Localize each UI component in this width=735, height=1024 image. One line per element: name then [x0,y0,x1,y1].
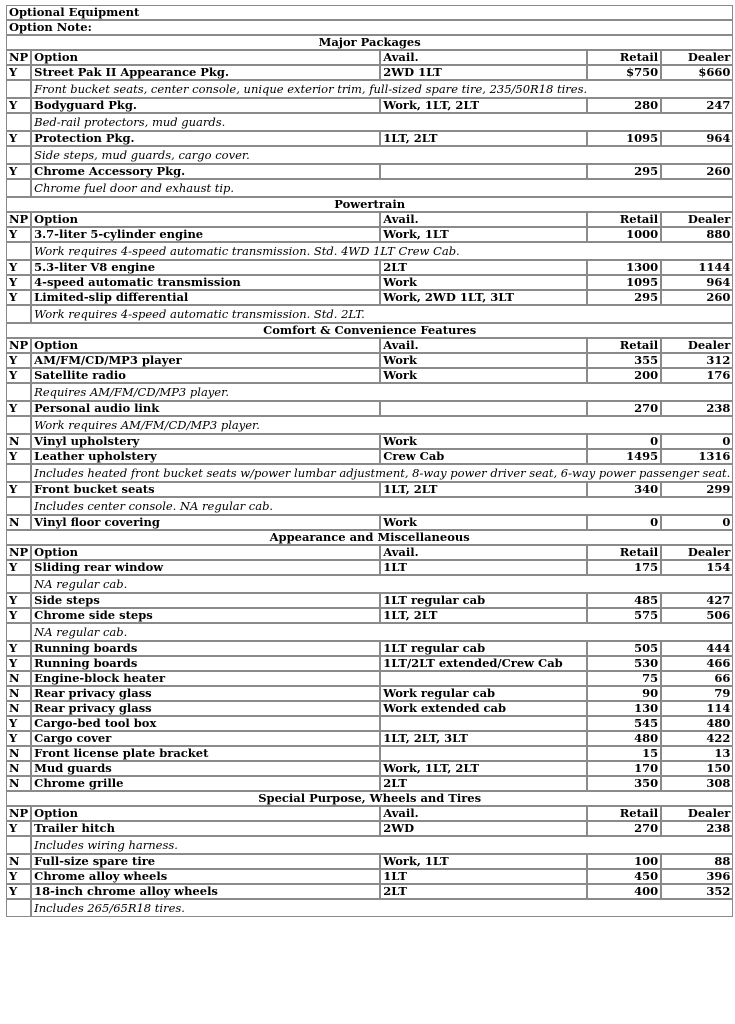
note-row [6,899,733,917]
avail-cell: 1LT regular cab [380,593,587,608]
column-header-row [6,212,733,227]
option-cell: Rear privacy glass [31,701,380,716]
header-np: NP [6,50,31,65]
note-spacer [6,575,31,593]
note-spacer [6,464,31,482]
note-row [6,305,733,323]
np-cell: N [6,854,31,869]
dealer-cell: 66 [661,671,733,686]
note-spacer [6,383,31,401]
note-spacer [6,416,31,434]
note-row [6,113,733,131]
section-title: Appearance and Miscellaneous [6,530,733,545]
note-spacer [6,899,31,917]
avail-cell: Work [380,434,587,449]
option-cell: 18-inch chrome alloy wheels [31,884,380,899]
retail-cell: 575 [587,608,661,623]
option-note-label: Option Note: [6,20,733,35]
header-retail: Retail [587,50,661,65]
column-header-row [6,545,733,560]
dealer-cell: 176 [661,368,733,383]
note-spacer [6,305,31,323]
note-row [6,146,733,164]
option-cell: Protection Pkg. [31,131,380,146]
table-row [6,746,733,761]
option-note: Work requires 4-speed automatic transmission. Std. 2LT. [31,305,733,323]
avail-cell: 1LT/2LT extended/Crew Cab [380,656,587,671]
dealer-cell: $660 [661,65,733,80]
table-row [6,515,733,530]
np-cell: Y [6,716,31,731]
table-row [6,761,733,776]
retail-cell: 170 [587,761,661,776]
dealer-cell: 422 [661,731,733,746]
avail-cell: Crew Cab [380,449,587,464]
option-note: Chrome fuel door and exhaust tip. [31,179,733,197]
header-option: Option [31,338,380,353]
header-option: Option [31,212,380,227]
option-cell: Trailer hitch [31,821,380,836]
retail-cell: 485 [587,593,661,608]
np-cell: Y [6,260,31,275]
header-option: Option [31,50,380,65]
np-cell: Y [6,131,31,146]
avail-cell [380,746,587,761]
avail-cell [380,164,587,179]
note-spacer [6,623,31,641]
option-cell: Sliding rear window [31,560,380,575]
section-row [6,35,733,50]
dealer-cell: 444 [661,641,733,656]
option-cell: Personal audio link [31,401,380,416]
np-cell: Y [6,641,31,656]
dealer-cell: 260 [661,164,733,179]
section-row [6,530,733,545]
retail-cell: 280 [587,98,661,113]
option-note: NA regular cab. [31,575,733,593]
note-row [6,242,733,260]
np-cell: Y [6,821,31,836]
table-row [6,854,733,869]
np-cell: Y [6,593,31,608]
dealer-cell: 114 [661,701,733,716]
table-row [6,434,733,449]
dealer-cell: 466 [661,656,733,671]
header-np: NP [6,806,31,821]
dealer-cell: 0 [661,515,733,530]
option-note: Work requires 4-speed automatic transmission. Std. 4WD 1LT Crew Cab. [31,242,733,260]
dealer-cell: 1144 [661,260,733,275]
retail-cell: 295 [587,290,661,305]
note-spacer [6,497,31,515]
option-note-row [6,20,733,35]
np-cell: Y [6,608,31,623]
np-cell: N [6,761,31,776]
table-row [6,560,733,575]
retail-cell: 545 [587,716,661,731]
header-option: Option [31,806,380,821]
note-row [6,383,733,401]
avail-cell [380,716,587,731]
avail-cell: Work [380,275,587,290]
avail-cell: 2WD [380,821,587,836]
header-dealer: Dealer [661,545,733,560]
table-row [6,275,733,290]
retail-cell: 1000 [587,227,661,242]
table-row [6,686,733,701]
avail-cell [380,671,587,686]
retail-cell: 90 [587,686,661,701]
table-row [6,869,733,884]
dealer-cell: 1316 [661,449,733,464]
np-cell: Y [6,731,31,746]
avail-cell: Work, 1LT [380,854,587,869]
note-spacer [6,836,31,854]
retail-cell: 480 [587,731,661,746]
retail-cell: 0 [587,434,661,449]
table-row [6,401,733,416]
retail-cell: 0 [587,515,661,530]
option-cell: Side steps [31,593,380,608]
avail-cell: Work, 2WD 1LT, 3LT [380,290,587,305]
dealer-cell: 964 [661,275,733,290]
note-spacer [6,113,31,131]
retail-cell: 270 [587,401,661,416]
option-note: Bed-rail protectors, mud guards. [31,113,733,131]
retail-cell: 270 [587,821,661,836]
note-row [6,575,733,593]
np-cell: Y [6,227,31,242]
np-cell: Y [6,353,31,368]
retail-cell: 355 [587,353,661,368]
note-spacer [6,242,31,260]
option-cell: Front bucket seats [31,482,380,497]
option-cell: Bodyguard Pkg. [31,98,380,113]
avail-cell: 1LT, 2LT [380,608,587,623]
table-row [6,164,733,179]
header-avail: Avail. [380,50,587,65]
option-cell: Limited-slip differential [31,290,380,305]
option-cell: Leather upholstery [31,449,380,464]
np-cell: Y [6,884,31,899]
np-cell: Y [6,482,31,497]
dealer-cell: 506 [661,608,733,623]
dealer-cell: 154 [661,560,733,575]
dealer-cell: 396 [661,869,733,884]
option-cell: Vinyl upholstery [31,434,380,449]
np-cell: Y [6,98,31,113]
dealer-cell: 13 [661,746,733,761]
avail-cell: 2LT [380,884,587,899]
option-cell: Street Pak II Appearance Pkg. [31,65,380,80]
table-title: Optional Equipment [6,5,733,20]
option-cell: Chrome side steps [31,608,380,623]
table-row [6,731,733,746]
retail-cell: 400 [587,884,661,899]
avail-cell [380,401,587,416]
option-cell: Mud guards [31,761,380,776]
retail-cell: 505 [587,641,661,656]
option-cell: Engine-block heater [31,671,380,686]
avail-cell: Work, 1LT, 2LT [380,98,587,113]
avail-cell: 2WD 1LT [380,65,587,80]
note-row [6,623,733,641]
retail-cell: 200 [587,368,661,383]
table-row [6,641,733,656]
option-note: Requires AM/FM/CD/MP3 player. [31,383,733,401]
np-cell: Y [6,560,31,575]
table-row [6,449,733,464]
retail-cell: 1495 [587,449,661,464]
header-avail: Avail. [380,806,587,821]
header-avail: Avail. [380,212,587,227]
table-row [6,776,733,791]
option-cell: AM/FM/CD/MP3 player [31,353,380,368]
note-spacer [6,146,31,164]
np-cell: N [6,746,31,761]
dealer-cell: 299 [661,482,733,497]
avail-cell: Work, 1LT, 2LT [380,761,587,776]
dealer-cell: 427 [661,593,733,608]
retail-cell: 15 [587,746,661,761]
dealer-cell: 238 [661,821,733,836]
dealer-cell: 260 [661,290,733,305]
section-title: Comfort & Convenience Features [6,323,733,338]
np-cell: N [6,515,31,530]
avail-cell: 1LT, 2LT [380,131,587,146]
avail-cell: Work, 1LT [380,227,587,242]
retail-cell: 295 [587,164,661,179]
avail-cell: 1LT [380,560,587,575]
optional-equipment-table [6,5,733,917]
option-cell: Satellite radio [31,368,380,383]
option-note: Includes 265/65R18 tires. [31,899,733,917]
note-row [6,464,733,482]
column-header-row [6,338,733,353]
note-row [6,497,733,515]
avail-cell: 2LT [380,260,587,275]
header-np: NP [6,338,31,353]
header-retail: Retail [587,806,661,821]
option-cell: 5.3-liter V8 engine [31,260,380,275]
dealer-cell: 150 [661,761,733,776]
option-cell: Front license plate bracket [31,746,380,761]
table-row [6,884,733,899]
option-cell: Running boards [31,641,380,656]
dealer-cell: 247 [661,98,733,113]
table-row [6,227,733,242]
avail-cell: 1LT, 2LT [380,482,587,497]
table-row [6,368,733,383]
table-row [6,482,733,497]
option-cell: Cargo-bed tool box [31,716,380,731]
column-header-row [6,806,733,821]
section-row [6,323,733,338]
section-title: Special Purpose, Wheels and Tires [6,791,733,806]
np-cell: Y [6,368,31,383]
note-spacer [6,80,31,98]
dealer-cell: 352 [661,884,733,899]
dealer-cell: 79 [661,686,733,701]
column-header-row [6,50,733,65]
np-cell: N [6,671,31,686]
option-cell: Chrome Accessory Pkg. [31,164,380,179]
np-cell: Y [6,449,31,464]
table-row [6,260,733,275]
avail-cell: 2LT [380,776,587,791]
header-np: NP [6,545,31,560]
note-spacer [6,179,31,197]
option-cell: 4-speed automatic transmission [31,275,380,290]
avail-cell: Work [380,368,587,383]
table-row [6,716,733,731]
avail-cell: 1LT, 2LT, 3LT [380,731,587,746]
np-cell: Y [6,401,31,416]
avail-cell: 1LT [380,869,587,884]
option-note: NA regular cab. [31,623,733,641]
np-cell: N [6,686,31,701]
retail-cell: 75 [587,671,661,686]
dealer-cell: 88 [661,854,733,869]
option-note: Front bucket seats, center console, unique exterior trim, full-sized spare tire, 235/50R18 tires. [31,80,733,98]
title-row [6,5,733,20]
option-note: Side steps, mud guards, cargo cover. [31,146,733,164]
header-avail: Avail. [380,338,587,353]
retail-cell: 530 [587,656,661,671]
option-cell: Chrome grille [31,776,380,791]
option-note: Includes wiring harness. [31,836,733,854]
option-cell: Vinyl floor covering [31,515,380,530]
table-row [6,290,733,305]
option-cell: 3.7-liter 5-cylinder engine [31,227,380,242]
section-row [6,197,733,212]
header-retail: Retail [587,545,661,560]
header-option: Option [31,545,380,560]
option-note: Includes heated front bucket seats w/power lumbar adjustment, 8-way power driver seat, 6-way power passenger seat. [31,464,733,482]
dealer-cell: 238 [661,401,733,416]
note-row [6,416,733,434]
np-cell: Y [6,869,31,884]
table-row [6,608,733,623]
section-title: Powertrain [6,197,733,212]
note-row [6,179,733,197]
avail-cell: 1LT regular cab [380,641,587,656]
header-dealer: Dealer [661,806,733,821]
np-cell: Y [6,656,31,671]
avail-cell: Work regular cab [380,686,587,701]
dealer-cell: 0 [661,434,733,449]
retail-cell: 340 [587,482,661,497]
option-cell: Chrome alloy wheels [31,869,380,884]
retail-cell: 175 [587,560,661,575]
retail-cell: 450 [587,869,661,884]
header-avail: Avail. [380,545,587,560]
retail-cell: 350 [587,776,661,791]
note-row [6,80,733,98]
table-row [6,821,733,836]
table-row [6,671,733,686]
table-row [6,98,733,113]
option-cell: Cargo cover [31,731,380,746]
option-cell: Running boards [31,656,380,671]
table-row [6,593,733,608]
retail-cell: 1095 [587,131,661,146]
dealer-cell: 964 [661,131,733,146]
np-cell: Y [6,65,31,80]
header-dealer: Dealer [661,212,733,227]
retail-cell: 130 [587,701,661,716]
avail-cell: Work [380,353,587,368]
note-row [6,836,733,854]
np-cell: Y [6,164,31,179]
np-cell: N [6,701,31,716]
header-dealer: Dealer [661,338,733,353]
np-cell: N [6,776,31,791]
header-dealer: Dealer [661,50,733,65]
retail-cell: 1300 [587,260,661,275]
dealer-cell: 312 [661,353,733,368]
option-note: Work requires AM/FM/CD/MP3 player. [31,416,733,434]
section-title: Major Packages [6,35,733,50]
option-cell: Rear privacy glass [31,686,380,701]
retail-cell: $750 [587,65,661,80]
dealer-cell: 480 [661,716,733,731]
section-row [6,791,733,806]
avail-cell: Work [380,515,587,530]
retail-cell: 1095 [587,275,661,290]
np-cell: Y [6,290,31,305]
header-retail: Retail [587,212,661,227]
np-cell: Y [6,275,31,290]
np-cell: N [6,434,31,449]
table-row [6,656,733,671]
retail-cell: 100 [587,854,661,869]
table-row [6,65,733,80]
table-row [6,701,733,716]
dealer-cell: 308 [661,776,733,791]
option-cell: Full-size spare tire [31,854,380,869]
header-retail: Retail [587,338,661,353]
dealer-cell: 880 [661,227,733,242]
avail-cell: Work extended cab [380,701,587,716]
option-note: Includes center console. NA regular cab. [31,497,733,515]
header-np: NP [6,212,31,227]
table-row [6,353,733,368]
table-row [6,131,733,146]
